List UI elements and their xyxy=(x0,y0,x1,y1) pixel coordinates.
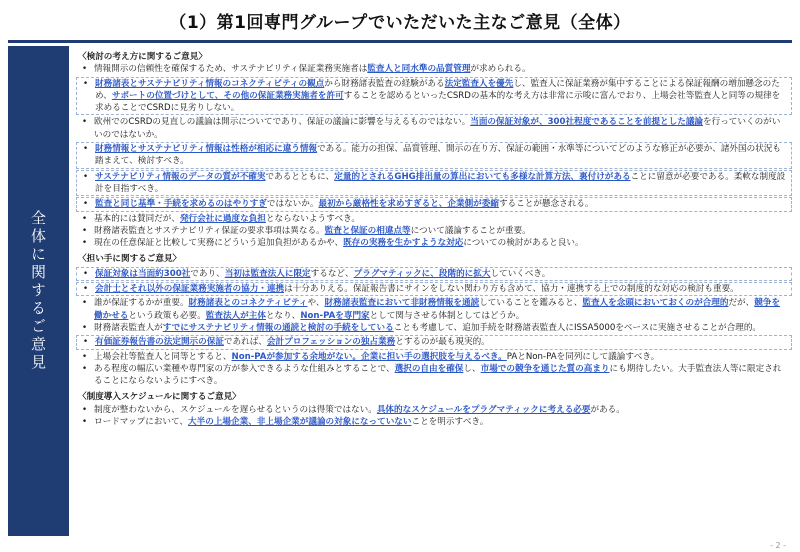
section-heading: 〈担い手に関するご意見〉 xyxy=(78,254,182,265)
item-text: であるとともに、 xyxy=(265,171,335,182)
highlight-text: サポートの位置づけとして、その他の保証業務実施者を許可 xyxy=(111,90,344,101)
item-text: 基本的には賛同だが、 xyxy=(94,213,180,224)
highlight-text: 財務諸表監査において非財務情報を通読 xyxy=(324,298,480,309)
item-text: 財務諸表監査人が xyxy=(94,322,163,333)
item-text: ロードマップにおいて、 xyxy=(94,417,189,428)
highlight-text: 競争を働かせる xyxy=(94,298,781,321)
item-text: し、 xyxy=(463,363,481,374)
item-text: を行っていくのがいいのではないか。 xyxy=(94,117,781,140)
item-text: がある。 xyxy=(590,404,625,415)
item-text: や、 xyxy=(307,298,325,309)
item-text: PAとNon-PAを同列にして議論すべき。 xyxy=(506,351,660,362)
highlight-text: 会計プロフェッションの独占業務 xyxy=(266,337,396,348)
highlight-text: サステナビリティ情報のデータの質が不確実 xyxy=(95,171,266,182)
list-item xyxy=(76,197,792,211)
list-item xyxy=(76,322,792,334)
item-text: から財務諸表監査の経験がある xyxy=(324,78,445,89)
highlight-text: 財務諸表とサステナビリティ情報のコネクティビティの観点 xyxy=(95,78,325,89)
highlight-text: 既存の実務を生かすような対応 xyxy=(343,238,464,249)
item-text: 欧州でのCSRDの見直しの議論は開示についてであり、保証の議論に影響を与えるものではない。 xyxy=(94,117,471,128)
item-text: であり、 xyxy=(190,268,225,279)
highlight-text: 当面の保証対象が、300社程度であることを前提とした議論 xyxy=(470,117,704,128)
list-item xyxy=(76,237,792,249)
item-text: 現在の任意保証と比較して実務にどういう追加負担があるかや、 xyxy=(94,238,344,249)
section-heading: 〈検討の考え方に関するご意見〉 xyxy=(78,52,207,62)
list-item xyxy=(76,363,792,388)
highlight-text: 財務諸表とのコネクティビティ xyxy=(188,298,308,309)
highlight-text: 選択の自由を確保 xyxy=(394,363,464,374)
page-number: - 2 - xyxy=(770,541,786,550)
item-text: である。能力の担保、品質管理、開示の在り方、保証の範囲・水準等についてどのような修正が必要か、諸外国の状況も踏まえて、検討すべき。 xyxy=(95,144,781,167)
item-text: とならないようすべき。 xyxy=(265,213,360,224)
highlight-text: 当初は監査法人に限定 xyxy=(224,268,311,279)
highlight-text: 保証対象は当面約300社 xyxy=(95,268,191,279)
item-text: することを認めるといったCSRDの基本的な考え方は非常に示唆に富んでおり、上場会社等監査人と同等の規律を求めることでCSRDに見劣りしない。 xyxy=(95,90,781,114)
item-text: するなど、 xyxy=(310,268,354,279)
highlight-text: 法定監査人を優先 xyxy=(444,78,514,89)
highlight-text: 市場での競争を通じた質の高まり xyxy=(480,363,610,374)
item-text: にも期待したい。大手監査法人等に限定されることにならないようにすべき。 xyxy=(94,363,782,387)
list-item xyxy=(76,404,792,416)
highlight-text: すでにサステナビリティ情報の通読と検討の手続をしている xyxy=(162,322,394,333)
item-text: 財務諸表監査とサステナビリティ保証の要求事項は異なる。 xyxy=(94,225,325,236)
item-text: という政策も必要。 xyxy=(128,310,206,321)
item-text: について議論することが重要。 xyxy=(410,225,531,236)
highlight-text: プラグマティックに、段階的に拡大 xyxy=(353,268,491,279)
item-text: が求められる。 xyxy=(470,64,531,75)
opinion-content xyxy=(76,50,792,536)
item-text: ことを明示すべき。 xyxy=(411,417,489,428)
highlight-text: 監査と保証の相違点等 xyxy=(324,225,411,236)
item-text: であれば、 xyxy=(223,337,267,348)
item-text: 誰が保証するかが重要。 xyxy=(94,298,189,309)
highlight-text: 財務情報とサステナビリティ情報は性格が相応に違う情報 xyxy=(95,144,318,155)
list-item xyxy=(76,77,792,116)
opinion-list xyxy=(76,404,792,429)
item-text: とするのが最も現実的。 xyxy=(395,337,490,348)
item-text: についての検討があると良い。 xyxy=(463,238,584,249)
highlight-text: 発行会社に過度な負担 xyxy=(179,213,266,224)
item-text: ことも考慮して、追加手続を財務諸表監査人にISSA5000をベースに実施させることが合理的。 xyxy=(393,322,762,333)
item-text: 上場会社等監査人と同等とすると、 xyxy=(94,351,232,362)
list-item xyxy=(76,63,792,75)
opinion-list xyxy=(76,267,792,388)
list-item xyxy=(76,213,792,225)
item-text: だが、 xyxy=(728,298,755,309)
highlight-text: 具体的なスケジュールをプラグマティックに考える必要 xyxy=(376,404,591,415)
item-text: となり、 xyxy=(265,310,301,321)
highlight-text: 監査と同じ基準・手続を求めるのはやりすぎ xyxy=(95,199,267,210)
item-text: していることを鑑みると、 xyxy=(479,298,583,309)
item-text: ではないか。 xyxy=(266,199,319,210)
opinion-list xyxy=(76,63,792,249)
item-text: 制度が整わないから、スケジュールを遅らせるというのは得策ではない。 xyxy=(94,404,377,415)
highlight-text: 監査法人が主体 xyxy=(205,310,266,321)
item-text: ことに留意が必要である。柔軟な制度設計を目指すべき。 xyxy=(95,171,786,194)
highlight-text: Non-PAを専門家 xyxy=(300,310,370,321)
list-item xyxy=(76,335,792,349)
list-item xyxy=(76,351,792,363)
sidebar-panel xyxy=(8,46,69,536)
list-item xyxy=(76,142,792,169)
sidebar-label: 全体に関するご意見 xyxy=(29,210,47,372)
item-text: は十分ありえる。保証報告書にサインをしない関わり方も含めて、協力・連携する上での制度的な対応の検討も重要。 xyxy=(284,284,739,295)
list-item xyxy=(76,225,792,237)
highlight-text: Non-PAが参加する余地がない。 xyxy=(231,351,361,362)
highlight-text: 最初から厳格性を求めすぎると、企業側が委縮 xyxy=(318,199,499,210)
highlight-text: 会計士とそれ以外の保証業務実施者の協力・連携 xyxy=(95,284,285,295)
highlight-text: 有価証券報告書の法定開示の保証 xyxy=(95,337,224,348)
highlight-text: 企業に担い手の選択肢を与えるべき。 xyxy=(361,351,507,362)
title-divider xyxy=(8,40,792,43)
item-text: することが懸念される。 xyxy=(498,199,594,210)
list-item xyxy=(76,282,792,296)
page-title: （1）第1回専門グループでいただいた主なご意見（全体） xyxy=(169,13,631,33)
section-heading: 〈制度導入スケジュールに関するご意見〉 xyxy=(78,392,241,403)
list-item xyxy=(76,416,792,428)
item-text: していくべき。 xyxy=(490,268,551,279)
item-text: 情報開示の信頼性を確保するため、サステナビリティ保証業務実施者は xyxy=(94,64,368,75)
list-item xyxy=(76,267,792,281)
list-item xyxy=(76,297,792,322)
highlight-text: 監査人を念頭においておくのが合理的 xyxy=(582,298,729,309)
item-text: として関与させる体制としてはどうか。 xyxy=(369,310,525,321)
item-text: ある程度の幅広い業種や専門家の方が参入できるような仕組みとすることで、 xyxy=(94,363,395,374)
highlight-text: 監査人と同水準の品質管理 xyxy=(367,64,471,75)
highlight-text: 大半の上場企業、非上場企業が議論の対象になっていない xyxy=(188,417,412,428)
item-text: し、監査人に保証業務が集中することによる保証報酬の増加懸念のため、 xyxy=(95,78,780,101)
list-item xyxy=(76,116,792,141)
highlight-text: 定量的とされるGHG排出量の算出においても多様な計算方法、裏付けがある xyxy=(334,171,631,182)
list-item xyxy=(76,170,792,197)
